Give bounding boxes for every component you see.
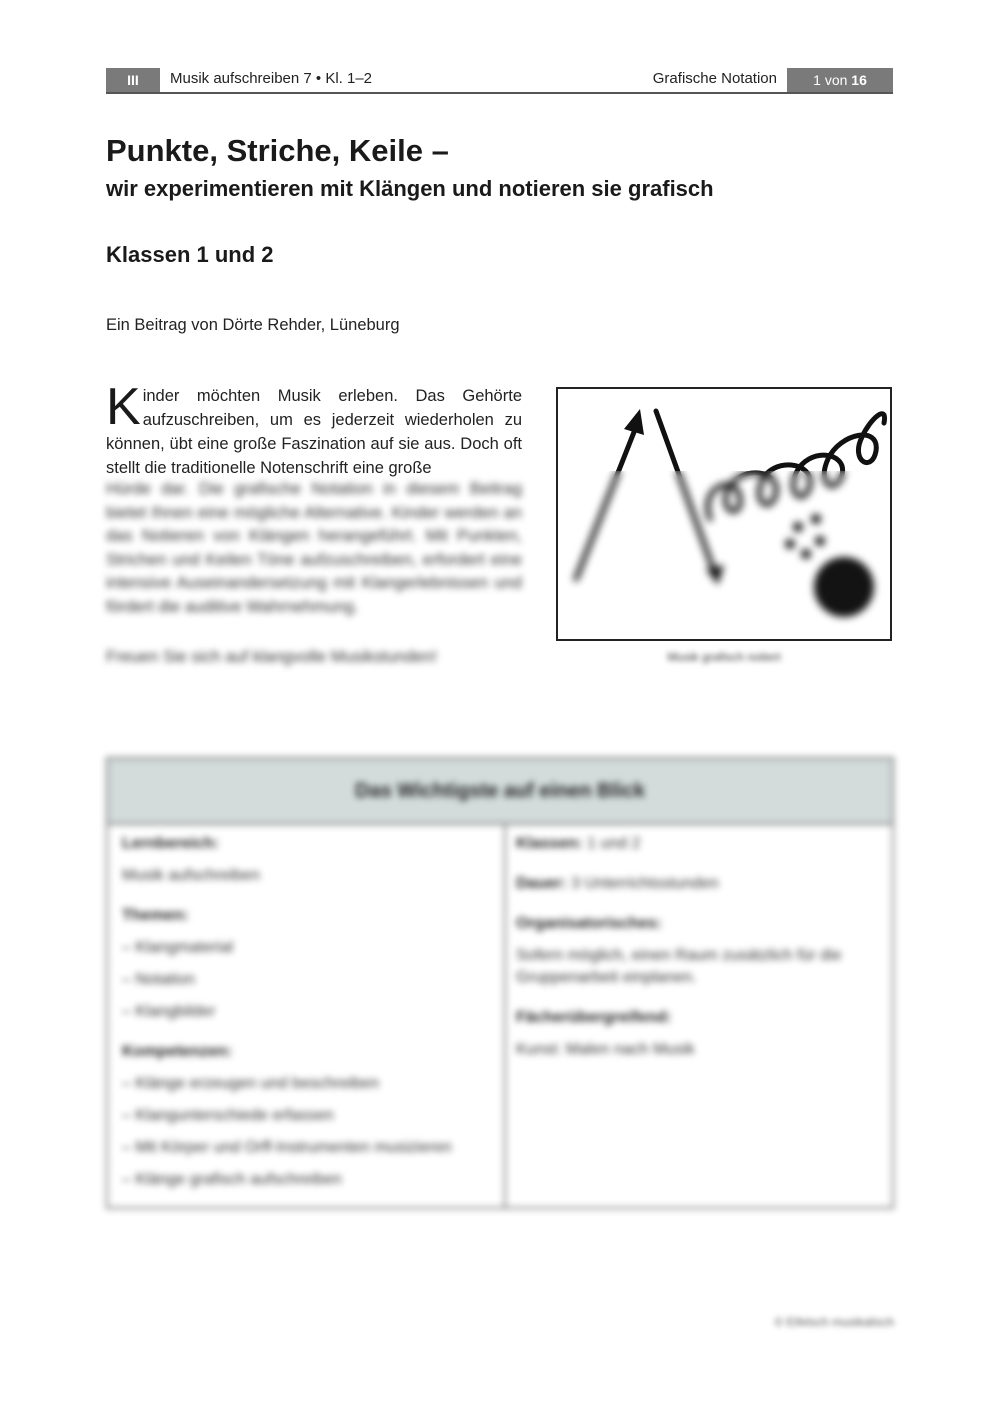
intro-blurred-text: Hürde dar. Die grafische Notation in diesem Beitrag bietet Ihnen eine mögliche Alternative. Kinder werden an das Notieren von Klängen herangeführt. Mit Punkten, Strichen und Keilen Töne aufzuschreiben, erfordert eine intensive Auseinandersetzung mit Klangerlebnissen und fördert die auditive Wahrnehmung.: [106, 480, 522, 616]
competencies-label: Kompetenzen:: [122, 1043, 233, 1060]
page-current: 1: [813, 72, 821, 88]
area-value: Musik aufschreiben: [122, 867, 260, 884]
list-item: – Klänge grafisch aufschreiben: [122, 1169, 502, 1191]
page-title: Punkte, Striche, Keile –: [106, 133, 449, 168]
page-header: [106, 68, 893, 94]
series-label: Musik aufschreiben 7 • Kl. 1–2: [170, 70, 373, 87]
page-separator: von: [824, 72, 848, 88]
figure-caption: Musik grafisch notiert: [667, 650, 781, 664]
org-value: Sofern möglich, einen Raum zusätzlich für die Gruppenarbeit einplanen.: [516, 947, 842, 986]
list-item: – Notation: [122, 969, 502, 991]
notation-figure: [556, 387, 892, 641]
overview-box: [106, 757, 894, 1209]
volume-badge: III: [106, 68, 160, 92]
dropcap: K: [106, 378, 141, 436]
cross-subject-label: Fächerübergreifend:: [516, 1009, 672, 1026]
rising-arrowhead: [624, 409, 644, 435]
intro-closing: Freuen Sie sich auf klangvolle Musikstunden!: [106, 648, 438, 666]
overview-right-column: [516, 833, 882, 1079]
org-label: Organisatorisches:: [516, 915, 662, 932]
duration-label: Dauer:: [516, 875, 567, 892]
topics-list: [122, 937, 502, 1023]
list-item: – Klangmaterial: [122, 937, 502, 959]
classes-value: 1 und 2: [587, 835, 641, 852]
intro-visible-text: inder möchten Musik erleben. Das Gehörte aufzuschreiben, um es jederzeit wiederholen zu können, übt eine große Faszination auf sie aus. Doch oft stellt die traditionelle Notenschrift eine große: [106, 387, 522, 477]
competencies-list: [122, 1073, 502, 1191]
area-label: Lernbereich:: [122, 835, 219, 852]
duration-row: [516, 873, 882, 895]
figure-blur-overlay: [558, 471, 890, 641]
topics-label: Themen:: [122, 907, 189, 924]
page-subtitle: wir experimentieren mit Klängen und notieren sie grafisch: [106, 176, 714, 201]
classes-row: [516, 833, 882, 855]
classes-label: Klassen:: [516, 835, 583, 852]
overview-heading: Das Wichtigste auf einen Blick: [108, 759, 892, 825]
duration-value: 3 Unterrichtsstunden: [571, 875, 719, 892]
column-divider: [504, 825, 506, 1207]
author-line: Ein Beitrag von Dörte Rehder, Lüneburg: [106, 316, 400, 334]
page-total: 16: [851, 72, 867, 88]
grade-heading: Klassen 1 und 2: [106, 242, 274, 267]
overview-left-column: [122, 833, 502, 1209]
topic-label: Grafische Notation: [652, 70, 777, 87]
cross-subject-value: Kunst: Malen nach Musik: [516, 1041, 695, 1058]
overview-columns: [108, 825, 892, 1207]
intro-paragraph: [106, 378, 522, 480]
list-item: – Klangbilder: [122, 1001, 502, 1023]
list-item: – Mit Körper und Orff-Instrumenten musizieren: [122, 1137, 502, 1159]
footer-note: © Eifelsch musikalisch: [774, 1315, 894, 1329]
list-item: – Klänge erzeugen und beschreiben: [122, 1073, 502, 1095]
page-indicator: [787, 68, 893, 92]
list-item: – Klangunterschiede erfassen: [122, 1105, 502, 1127]
